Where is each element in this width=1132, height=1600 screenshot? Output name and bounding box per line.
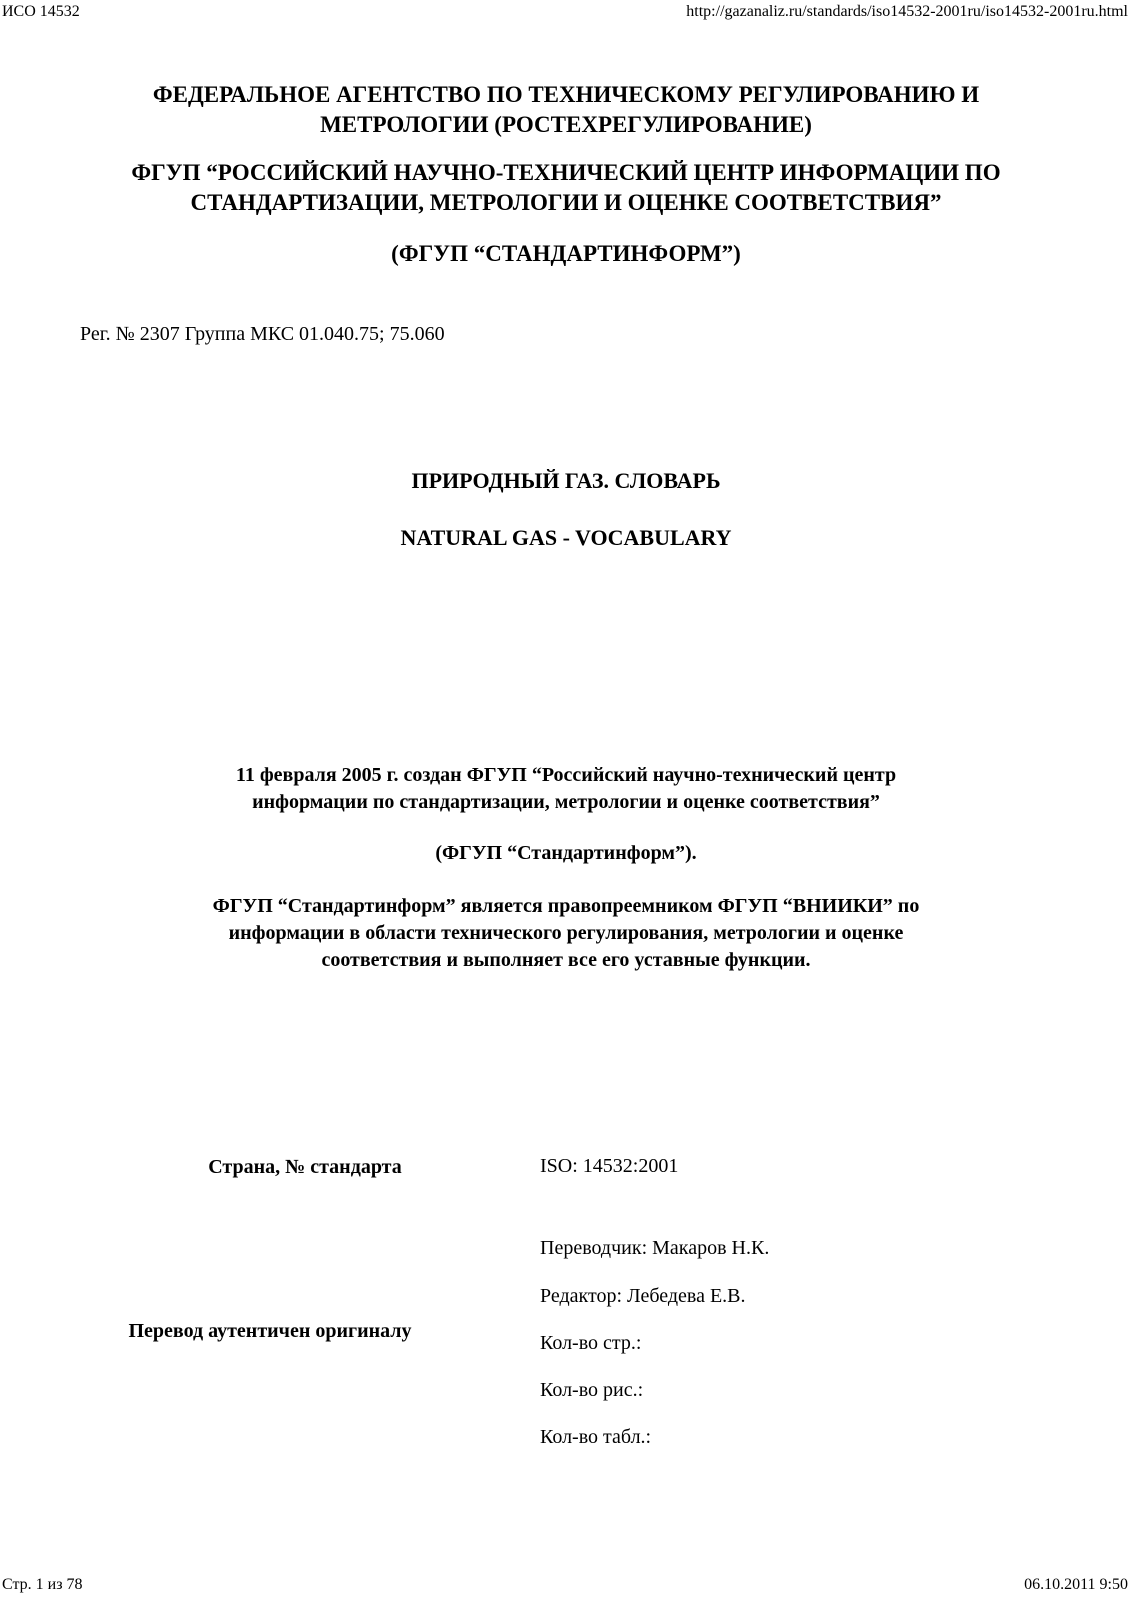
pages-count-label: Кол-во стр.: <box>540 1332 642 1354</box>
agency-heading-line-2: МЕТРОЛОГИИ (РОСТЕХРЕГУЛИРОВАНИЕ) <box>320 112 812 137</box>
center-heading-line-1: ФГУП “РОССИЙСКИЙ НАУЧНО-ТЕХНИЧЕСКИЙ ЦЕНТР ИНФОРМАЦИИ ПО <box>131 160 1001 185</box>
notice-paragraph-3-line-1: ФГУП “Стандартинформ” является правопреемником ФГУП “ВНИИКИ” по <box>212 895 920 917</box>
notice-paragraph-3 <box>60 893 1072 974</box>
agency-heading-line-1: ФЕДЕРАЛЬНОЕ АГЕНТСТВО ПО ТЕХНИЧЕСКОМУ РЕГУЛИРОВАНИЮ И <box>152 82 980 107</box>
notice-paragraph-1 <box>60 762 1072 816</box>
print-header-title: ИСО 14532 <box>2 3 80 20</box>
center-short-name: (ФГУП “СТАНДАРТИНФОРМ”) <box>391 241 741 266</box>
print-footer-timestamp: 06.10.2011 9:50 <box>1024 1576 1128 1593</box>
notice-paragraph-3-line-3: соответствия и выполняет все его уставные функции. <box>321 949 811 971</box>
print-header-url: http://gazanaliz.ru/standards/iso14532-2001ru/iso14532-2001ru.html <box>686 3 1128 20</box>
country-standard-value: ISO: 14532:2001 <box>540 1155 679 1177</box>
figures-count-label: Кол-во рис.: <box>540 1379 644 1401</box>
tables-count-label: Кол-во табл.: <box>540 1426 652 1448</box>
country-standard-label: Страна, № стандарта <box>208 1156 402 1178</box>
agency-heading <box>60 80 1072 140</box>
document-title-ru: ПРИРОДНЫЙ ГАЗ. СЛОВАРЬ <box>411 468 721 493</box>
document-title-en: NATURAL GAS - VOCABULARY <box>400 525 732 550</box>
editor-value: Редактор: Лебедева Е.В. <box>540 1285 746 1307</box>
notice-paragraph-2: (ФГУП “Стандартинформ”). <box>435 842 697 864</box>
center-heading-line-2: СТАНДАРТИЗАЦИИ, МЕТРОЛОГИИ И ОЦЕНКЕ СООТВЕТСТВИЯ” <box>190 190 942 215</box>
translator-value: Переводчик: Макаров Н.К. <box>540 1237 770 1259</box>
authentic-translation-label: Перевод аутентичен оригиналу <box>128 1320 412 1342</box>
registration-line: Рег. № 2307 Группа МКС 01.040.75; 75.060 <box>80 323 445 345</box>
notice-paragraph-1-line-1: 11 февраля 2005 г. создан ФГУП “Российский научно-технический центр <box>235 764 897 786</box>
print-footer-page-number: Стр. 1 из 78 <box>2 1576 83 1593</box>
center-heading <box>60 158 1072 218</box>
notice-paragraph-1-line-2: информации по стандартизации, метрологии и оценке соответствия” <box>252 791 880 813</box>
notice-paragraph-3-line-2: информации в области технического регулирования, метрологии и оценке <box>228 922 904 944</box>
